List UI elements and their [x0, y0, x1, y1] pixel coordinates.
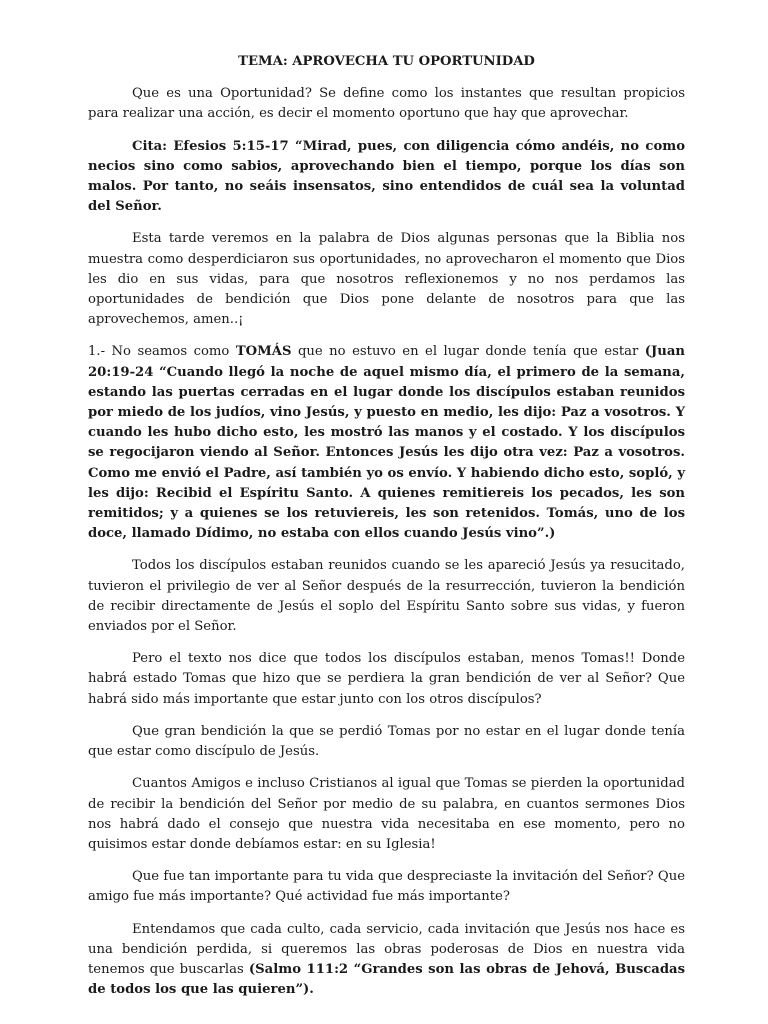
paragraph-cita-efesios: [88, 137, 685, 218]
salmo-quote: (Salmo 111:2 “Grandes son las obras de Jehová, Buscadas de todos los que las quieren”).: [88, 961, 686, 998]
paragraph-tomas: [88, 342, 685, 544]
paragraph-gran-bendicion: Que gran bendición la que se perdió Tomas por no estar en el lugar donde tenía que estar como discípulo de Jesús.: [88, 723, 685, 760]
entendamos-text: Entendamos que cada culto, cada servicio, cada invitación que Jesús nos hace es una bendición perdida, si queremos las obras poderosas de Dios en nuestra vida tenemos que buscarlas: [88, 921, 685, 977]
cita-efesios-text: Cita: Efesios 5:15-17 “Mirad, pues, con diligencia cómo andéis, no como necios sino como sabios, aprovechando bien el tiempo, porque los días son malos. Por tanto, no seáis insensatos, sino entendidos de cuál sea la voluntad del Señor.: [88, 138, 685, 215]
tomas-middle-text: que no estuvo en el lugar donde tenía que estar: [291, 344, 645, 360]
document-page: [88, 52, 685, 1012]
paragraph-discipulos: Todos los discípulos estaban reunidos cuando se les apareció Jesús ya resucitado, tuvieron el privilegio de ver al Señor después de la resurrección, tuvieron la bendición de recibir directamente de Jesús el soplo del Espíritu Santo sobre sus vidas, y fueron enviados por el Señor.: [88, 558, 685, 635]
paragraph-cuantos-amigos: Cuantos Amigos e incluso Cristianos al igual que Tomas se pierden la oportunidad de recibir la bendición del Señor por medio de su palabra, en cuantos sermones Dios nos habrá dado el consejo que nuestra vida necesitaba en ese momento, pero no quisimos estar donde debíamos estar: en su Iglesia!: [88, 776, 685, 852]
tomas-name: TOMÁS: [235, 344, 292, 360]
paragraph-menos-tomas: Pero el texto nos dice que todos los discípulos estaban, menos Tomas!! Donde habrá estado Tomas que hizo que se perdiera la gran bendición de ver al Señor? Que habrá sido más importante que estar junto con los otros discípulos?: [88, 651, 685, 707]
paragraph-intro: Esta tarde veremos en la palabra de Dios algunas personas que la Biblia nos muestra como desperdiciaron sus oportunidades, no aprovecharon el momento que Dios les dio en sus vidas, para que nosotros reflexionemos y no nos perdamos las oportunidades de bendición que Dios pone delante de nosotros para que las aprovechemos, amen..¡: [88, 231, 685, 328]
juan-quote: (Juan 20:19-24 “Cuando llegó la noche de aquel mismo día, el primero de la semana, estando las puertas cerradas en el lugar donde los discípulos estaban reunidos por miedo de los judíos, vino Jesús, y puesto en medio, les dijo: Paz a vosotros. Y cuando les hubo dicho esto, les mostró las manos y el costado. Y los discípulos se regocijaron viendo al Señor. Entonces Jesús les dijo otra vez: Paz a vosotros. Como me envió el Padre, así también yo os envío. Y habiendo dicho esto, sopló, y les dijo: Recibid el Espíritu Santo. A quienes remitiereis los pecados, les son remitidos; y a quienes se los retuviereis, les son retenidos. Tomás, uno de los doce, llamado Dídimo, no estaba con ellos cuando Jesús vino”.): [88, 344, 685, 542]
document-title: TEMA: APROVECHA TU OPORTUNIDAD: [238, 54, 535, 69]
paragraph-definition: Que es una Oportunidad? Se define como los instantes que resultan propicios para realizar una acción, es decir el momento oportuno que hay que aprovechar.: [88, 86, 685, 122]
paragraph-preguntas: Que fue tan importante para tu vida que despreciaste la invitación del Señor? Que amigo fue más importante? Qué actividad fue más importante?: [88, 869, 685, 905]
tomas-lead-text: 1.- No seamos como: [88, 344, 236, 360]
paragraph-entendamos: [88, 920, 685, 1001]
